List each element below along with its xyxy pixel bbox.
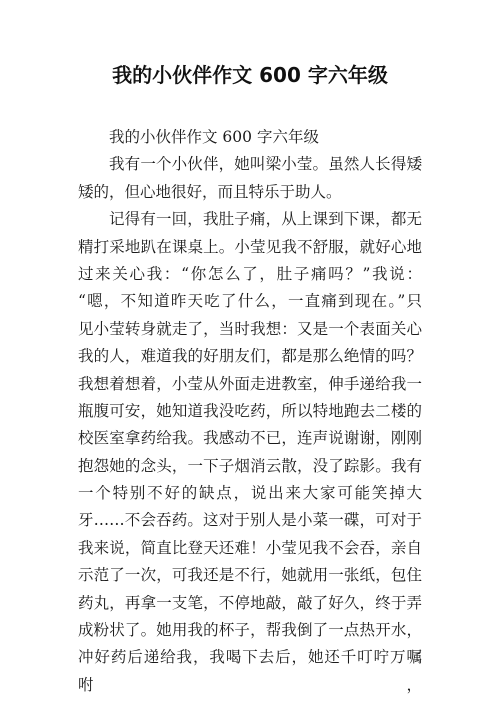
body-line: 见小莹转身就走了，当时我想：又是一个表面关心 <box>78 319 422 338</box>
body-line: 精打采地趴在课桌上。小莹见我不舒服，就好心地 <box>78 237 422 256</box>
body-line: 过来关心我：“你怎么了，肚子痛吗？”我说： <box>78 264 422 283</box>
body-line: 记得有一回，我肚子痛，从上课到下课，都无 <box>109 210 422 229</box>
body-line: 一个特别不好的缺点，说出来大家可能笑掉大 <box>78 484 422 503</box>
document-title: 我的小伙伴作文 600 字六年级 <box>112 63 388 87</box>
body-line: 成粉状了。她用我的杯子，帮我倒了一点热开水， <box>78 621 422 640</box>
body-line: 我有一个小伙伴，她叫梁小莹。虽然人长得矮 <box>109 155 422 174</box>
body-line: 我的小伙伴作文 600 字六年级 <box>109 128 319 146</box>
body-line: 抱怨她的念头，一下子烟消云散，没了踪影。我有 <box>78 456 422 475</box>
body-line: 我想着想着，小莹从外面走进教室，伸手递给我一 <box>78 374 422 393</box>
body-line: 校医室拿药给我。我感动不已，连声说谢谢，刚刚 <box>78 429 422 448</box>
body-line: 牙……不会吞药。这对于别人是小菜一碟，可对于 <box>78 511 422 530</box>
body-line: “嗯，不知道昨天吃了什么，一直痛到现在。”只 <box>78 292 422 311</box>
body-line: 我来说，简直比登天还难！小莹见我不会吞，亲自 <box>78 538 422 557</box>
body-line: 瓶腹可安，她知道我没吃药，所以特地跑去二楼的 <box>78 401 422 420</box>
body-line: 矮的，但心地很好，而且特乐于助人。 <box>78 182 342 201</box>
document-body <box>78 124 422 694</box>
body-line: 我的人，难道我的好朋友们，都是那么绝情的吗？ <box>78 347 422 366</box>
body-line: 示范了一次，可我还是不行，她就用一张纸，包住 <box>78 566 422 585</box>
body-line: 药丸，再拿一支笔，不停地敲，敲了好久，终于弄 <box>78 593 422 612</box>
body-line: 冲好药后递给我，我喝下去后，她还千叮咛万嘱咐， <box>78 648 422 694</box>
